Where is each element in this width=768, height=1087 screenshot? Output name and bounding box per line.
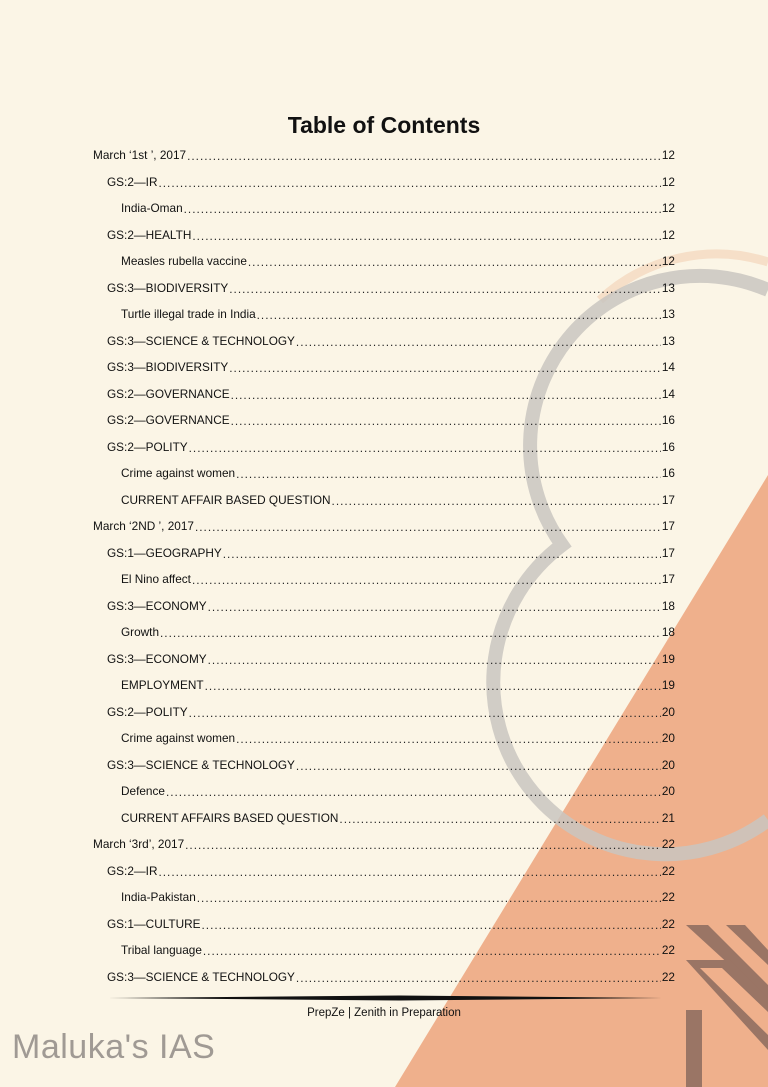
toc-page-number: 12 xyxy=(661,174,675,189)
toc-entry[interactable] xyxy=(93,805,675,832)
toc-dot-leader xyxy=(192,229,661,243)
toc-entry-label: GS:2—POLITY xyxy=(107,704,188,719)
toc-entry[interactable] xyxy=(93,248,675,275)
toc-entry-label: March ‘1st ’, 2017 xyxy=(93,148,187,163)
toc-entry-label: GS:2—IR xyxy=(107,863,158,878)
toc-entry-label: CURRENT AFFAIR BASED QUESTION xyxy=(121,492,331,507)
toc-dot-leader xyxy=(187,149,661,163)
toc-entry-label: GS:3—BIODIVERSITY xyxy=(107,280,229,295)
toc-entry[interactable] xyxy=(93,301,675,328)
toc-page-number: 12 xyxy=(661,227,675,242)
toc-page-number: 12 xyxy=(661,201,675,216)
toc-page-number: 13 xyxy=(661,307,675,322)
toc-entry[interactable] xyxy=(93,964,675,991)
toc-dot-leader xyxy=(296,335,661,349)
toc-entry-label: GS:3—SCIENCE & TECHNOLOGY xyxy=(107,969,295,984)
toc-entry-label: GS:3—SCIENCE & TECHNOLOGY xyxy=(107,333,295,348)
toc-entry[interactable] xyxy=(93,434,675,461)
toc-dot-leader xyxy=(203,944,661,958)
toc-entry[interactable] xyxy=(93,593,675,620)
toc-entry[interactable] xyxy=(93,142,675,169)
toc-entry[interactable] xyxy=(93,619,675,646)
toc-entry[interactable] xyxy=(93,540,675,567)
toc-entry-label: Tribal language xyxy=(121,943,202,958)
toc-entry-label: GS:3—BIODIVERSITY xyxy=(107,360,229,375)
toc-dot-leader xyxy=(189,441,661,455)
toc-page-number: 14 xyxy=(661,386,675,401)
toc-entry-label: GS:2—POLITY xyxy=(107,439,188,454)
toc-page-number: 19 xyxy=(661,678,675,693)
toc-dot-leader xyxy=(231,388,661,402)
toc-entry-label: GS:2—GOVERNANCE xyxy=(107,386,230,401)
toc-entry[interactable] xyxy=(93,407,675,434)
toc-entry-label: GS:2—HEALTH xyxy=(107,227,192,242)
toc-dot-leader xyxy=(184,202,661,216)
toc-dot-leader xyxy=(332,494,661,508)
toc-entry-label: GS:1—CULTURE xyxy=(107,916,201,931)
toc-entry-label: Crime against women xyxy=(121,466,236,481)
toc-entry[interactable] xyxy=(93,911,675,938)
toc-entry[interactable] xyxy=(93,646,675,673)
toc-entry-label: CURRENT AFFAIRS BASED QUESTION xyxy=(121,810,339,825)
toc-page-number: 17 xyxy=(661,545,675,560)
toc-entry-label: EMPLOYMENT xyxy=(121,678,204,693)
toc-dot-leader xyxy=(229,361,661,375)
toc-entry-label: GS:3—ECONOMY xyxy=(107,651,207,666)
toc-entry-label: GS:2—GOVERNANCE xyxy=(107,413,230,428)
toc-entry-label: GS:2—IR xyxy=(107,174,158,189)
toc-dot-leader xyxy=(185,838,661,852)
brand-logo-text: Maluka's IAS xyxy=(12,1028,216,1066)
toc-dot-leader xyxy=(166,785,661,799)
toc-page-number: 17 xyxy=(661,519,675,534)
toc-page-number: 13 xyxy=(661,280,675,295)
toc-entry[interactable] xyxy=(93,778,675,805)
toc-page-number: 16 xyxy=(661,413,675,428)
toc-page-number: 12 xyxy=(661,148,675,163)
toc-entry[interactable] xyxy=(93,725,675,752)
toc-dot-leader xyxy=(158,865,660,879)
toc-entry[interactable] xyxy=(93,328,675,355)
toc-dot-leader xyxy=(197,891,661,905)
toc-entry[interactable] xyxy=(93,566,675,593)
toc-entry[interactable] xyxy=(93,752,675,779)
toc-page-number: 20 xyxy=(661,731,675,746)
toc-dot-leader xyxy=(339,812,660,826)
toc-page-number: 12 xyxy=(661,254,675,269)
toc-entry[interactable] xyxy=(93,672,675,699)
toc-dot-leader xyxy=(229,282,661,296)
toc-dot-leader xyxy=(296,971,661,985)
footer-divider xyxy=(0,992,768,1004)
toc-page-number: 22 xyxy=(661,916,675,931)
toc-dot-leader xyxy=(248,255,661,269)
toc-page-number: 14 xyxy=(661,360,675,375)
toc-dot-leader xyxy=(236,732,661,746)
toc-entry-label: GS:1—GEOGRAPHY xyxy=(107,545,222,560)
toc-dot-leader xyxy=(189,706,661,720)
toc-dot-leader xyxy=(236,467,661,481)
toc-dot-leader xyxy=(158,176,660,190)
toc-dot-leader xyxy=(205,679,661,693)
toc-page-number: 22 xyxy=(661,943,675,958)
toc-page-number: 20 xyxy=(661,784,675,799)
toc-entry-label: GS:3—ECONOMY xyxy=(107,598,207,613)
toc-page-number: 17 xyxy=(661,492,675,507)
footer-text: PrepZe | Zenith in Preparation xyxy=(307,1007,461,1019)
toc-entry[interactable] xyxy=(93,460,675,487)
toc-entry[interactable] xyxy=(93,195,675,222)
toc-page-number: 20 xyxy=(661,757,675,772)
toc-entry[interactable] xyxy=(93,884,675,911)
toc-page-number: 22 xyxy=(661,863,675,878)
toc-entry-label: Crime against women xyxy=(121,731,236,746)
toc-entry-label: March ‘3rd’, 2017 xyxy=(93,837,185,852)
toc-entry-label: Measles rubella vaccine xyxy=(121,254,247,269)
table-of-contents xyxy=(93,142,675,990)
toc-dot-leader xyxy=(208,600,661,614)
page-title: Table of Contents xyxy=(287,112,481,138)
toc-page-number: 21 xyxy=(661,810,675,825)
toc-dot-leader xyxy=(195,520,661,534)
toc-page-number: 19 xyxy=(661,651,675,666)
toc-dot-leader xyxy=(160,626,661,640)
toc-entry-label: March ‘2ND ’, 2017 xyxy=(93,519,194,534)
toc-page-number: 16 xyxy=(661,466,675,481)
toc-entry[interactable] xyxy=(93,937,675,964)
toc-page-number: 18 xyxy=(661,598,675,613)
toc-entry[interactable] xyxy=(93,354,675,381)
toc-entry[interactable] xyxy=(93,858,675,885)
toc-entry[interactable] xyxy=(93,487,675,514)
toc-entry-label: Turtle illegal trade in India xyxy=(121,307,256,322)
toc-page-number: 22 xyxy=(661,969,675,984)
toc-entry[interactable] xyxy=(93,513,675,540)
toc-page-number: 22 xyxy=(661,837,675,852)
toc-entry[interactable] xyxy=(93,381,675,408)
toc-dot-leader xyxy=(208,653,661,667)
toc-entry[interactable] xyxy=(93,222,675,249)
toc-dot-leader xyxy=(231,414,661,428)
toc-entry[interactable] xyxy=(93,699,675,726)
toc-entry-label: Growth xyxy=(121,625,160,640)
toc-entry-label: India-Oman xyxy=(121,201,183,216)
toc-entry-label: India-Pakistan xyxy=(121,890,196,905)
toc-dot-leader xyxy=(223,547,661,561)
toc-entry-label: Defence xyxy=(121,784,165,799)
toc-page-number: 20 xyxy=(661,704,675,719)
toc-entry[interactable] xyxy=(93,831,675,858)
toc-entry-label: El Nino affect xyxy=(121,572,191,587)
toc-page-number: 17 xyxy=(661,572,675,587)
toc-entry[interactable] xyxy=(93,169,675,196)
toc-entry-label: GS:3—SCIENCE & TECHNOLOGY xyxy=(107,757,295,772)
toc-dot-leader xyxy=(257,308,661,322)
toc-page-number: 18 xyxy=(661,625,675,640)
toc-page-number: 16 xyxy=(661,439,675,454)
toc-dot-leader xyxy=(192,573,661,587)
toc-dot-leader xyxy=(202,918,661,932)
toc-page-number: 22 xyxy=(661,890,675,905)
toc-entry[interactable] xyxy=(93,275,675,302)
toc-page-number: 13 xyxy=(661,333,675,348)
toc-dot-leader xyxy=(296,759,661,773)
